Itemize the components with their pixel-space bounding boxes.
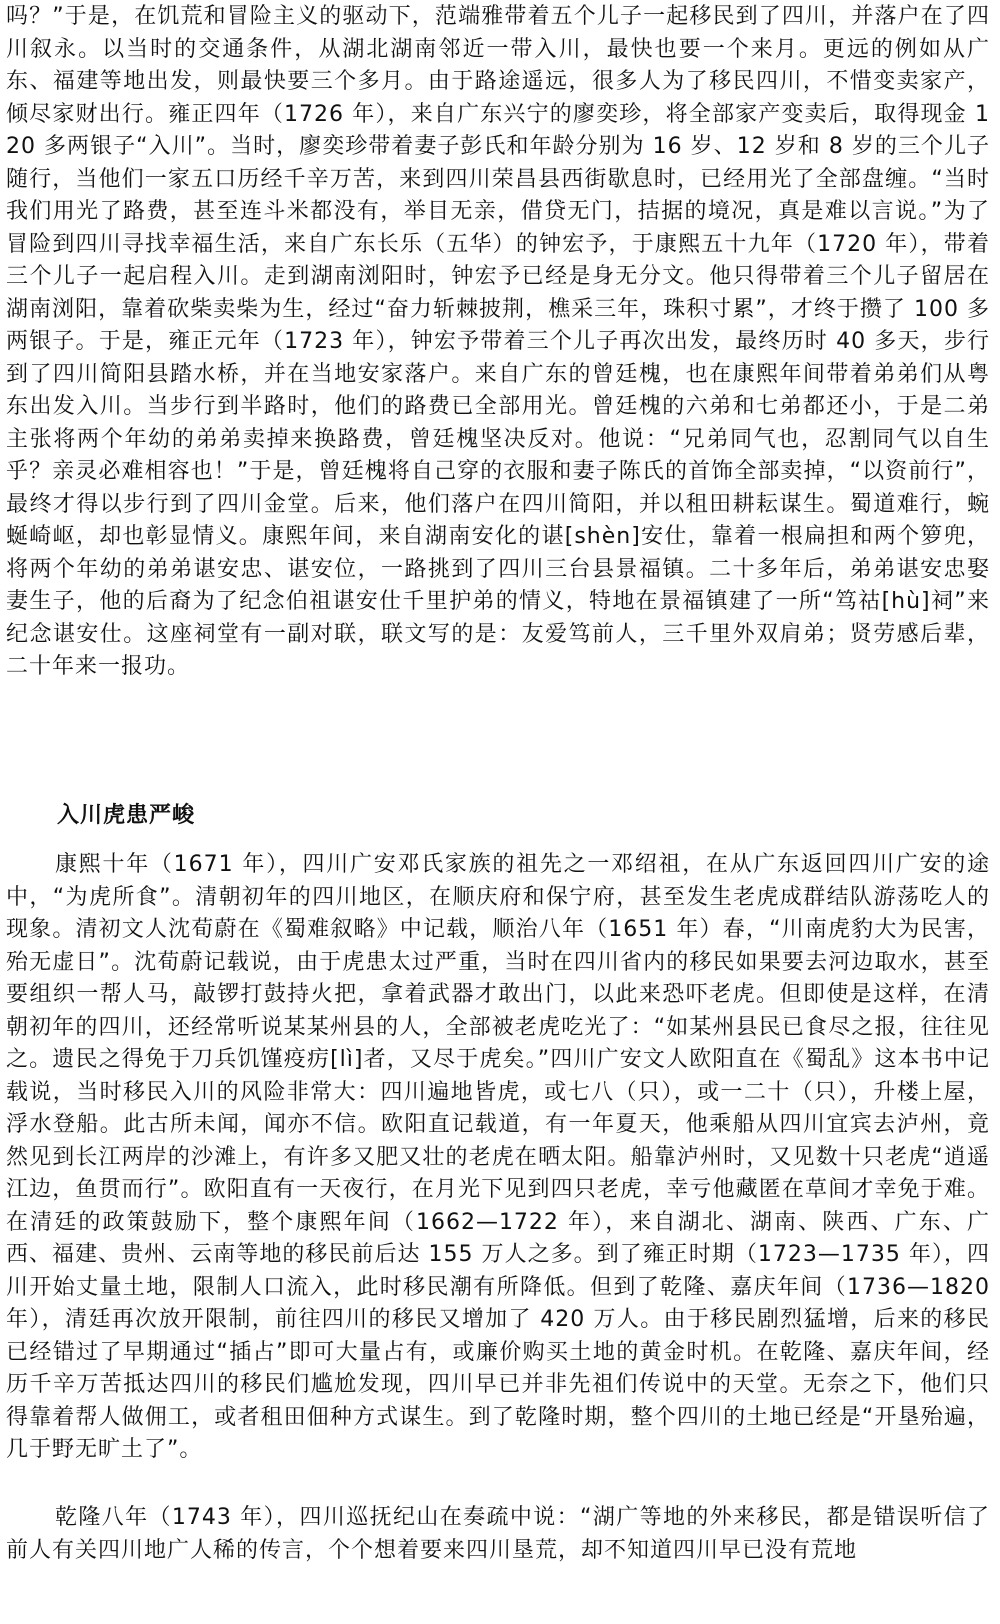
section-heading: 入川虎患严峻 bbox=[57, 803, 196, 828]
body-paragraph-tigers: 康熙十年（1671 年），四川广安邓氏家族的祖先之一邓绍祖，在从广东返回四川广安的途中，“为虎所食”。清朝初年的四川地区，在顺庆府和保宁府，甚至发生老虎成群结队游荡吃人的现象。清初文人沈荀蔚在《蜀难叙略》中记载，顺治八年（1651 年）春，“川南虎豹大为民害，殆无虚日”。沈荀蔚记载说，由于虎患太过严重，当时在四川省内的移民如果要去河边取水，甚至要组织一帮人马，敲锣打鼓持火把，拿着武器才敢出门，以此来恐吓老虎。但即使是这样，在清朝初年的四川，还经常听说某某州县的人，全部被老虎吃光了：“如某州县民已食尽之报，往往见之。遗民之得免于刀兵饥馑疫疠[lì]者，又尽于虎矣。”四川广安文人欧阳直在《蜀乱》这本书中记载说，当时移民入川的风险非常大：四川遍地皆虎，或七八（只），或一二十（只），升楼上屋，浮水登船。此古所未闻，闻亦不信。欧阳直记载道，有一年夏天，他乘船从四川宜宾去泸州，竟然见到长江两岸的沙滩上，有许多又肥又壮的老虎在晒太阳。船靠泸州时，又见数十只老虎“逍遥江边，鱼贯而行”。欧阳直有一天夜行，在月光下见到四只老虎，幸亏他藏匿在草间才幸免于难。在清廷的政策鼓励下，整个康熙年间（1662—1722 年），来自湖北、湖南、陕西、广东、广西、福建、贵州、云南等地的移民前后达 155 万人之多。到了雍正时期（1723—1735 年），四川开始丈量土地，限制人口流入，此时移民潮有所降低。但到了乾隆、嘉庆年间（1736—1820 年），清廷再次放开限制，前往四川的移民又增加了 420 万人。由于移民剧烈猛增，后来的移民已经错过了早期通过“插占”即可大量占有，或廉价购买土地的黄金时机。在乾隆、嘉庆年间，经历千辛万苦抵达四川的移民们尴尬发现，四川早已并非先祖们传说中的天堂。无奈之下，他们只得靠着帮人做佣工，或者租田佃种方式谋生。到了乾隆时期，整个四川的土地已经是“开垦殆遍，几于野无旷土了”。 bbox=[6, 852, 990, 1462]
body-paragraph-last: 乾隆八年（1743 年），四川巡抚纪山在奏疏中说：“湖广等地的外来移民，都是错误听信了前人有关四川地广人稀的传言，个个想着要来四川垦荒，却不知道四川早已没有荒地 bbox=[6, 1505, 990, 1563]
body-paragraph-continued: 吗？”于是，在饥荒和冒险主义的驱动下，范端雅带着五个儿子一起移民到了四川，并落户在了四川叙永。以当时的交通条件，从湖北湖南邻近一带入川，最快也要一个来月。更远的例如从广东、福建等地出发，则最快要三个多月。由于路途遥远，很多人为了移民四川，不惜变卖家产，倾尽家财出行。雍正四年（1726 年），来自广东兴宁的廖奕珍，将全部家产变卖后，取得现金 120 多两银子“入川”。当时，廖奕珍带着妻子彭氏和年龄分别为 16 岁、12 岁和 8 岁的三个儿子随行，当他们一家五口历经千辛万苦，来到四川荣昌县西街歇息时，已经用光了全部盘缠。“当时我们用光了路费，甚至连斗米都没有，举目无亲，借贷无门，拮据的境况，真是难以言说。”为了冒险到四川寻找幸福生活，来自广东长乐（五华）的钟宏予，于康熙五十九年（1720 年），带着三个儿子一起启程入川。走到湖南浏阳时，钟宏予已经是身无分文。他只得带着三个儿子留居在湖南浏阳，靠着砍柴卖柴为生，经过“奋力斩棘披荆，樵采三年，珠积寸累”，才终于攒了 100 多两银子。于是，雍正元年（1723 年），钟宏予带着三个儿子再次出发，最终历时 40 多天，步行到了四川简阳县踏水桥，并在当地安家落户。来自广东的曾廷槐，也在康熙年间带着弟弟们从粤东出发入川。当步行到半路时，他们的路费已全部用光。曾廷槐的六弟和七弟都还小，于是二弟主张将两个年幼的弟弟卖掉来换路费，曾廷槐坚决反对。他说：“兄弟同气也，忍割同气以自生乎？亲灵必难相容也！”于是，曾廷槐将自己穿的衣服和妻子陈氏的首饰全部卖掉，“以资前行”，最终才得以步行到了四川金堂。后来，他们落户在四川简阳，并以租田耕耘谋生。蜀道难行，蜿蜒崎岖，却也彰显情义。康熙年间，来自湖南安化的谌[shèn]安仕，靠着一根扁担和两个箩兜，将两个年幼的弟弟谌安忠、谌安位，一路挑到了四川三台县景福镇。二十多年后，弟弟谌安忠娶妻生子，他的后裔为了纪念伯祖谌安仕千里护弟的情义，特地在景福镇建了一所“笃祜[hù]祠”来纪念谌安仕。这座祠堂有一副对联，联文写的是：友爱笃前人，三千里外双肩弟；贤劳感后辈，二十年来一报功。 bbox=[6, 4, 990, 679]
